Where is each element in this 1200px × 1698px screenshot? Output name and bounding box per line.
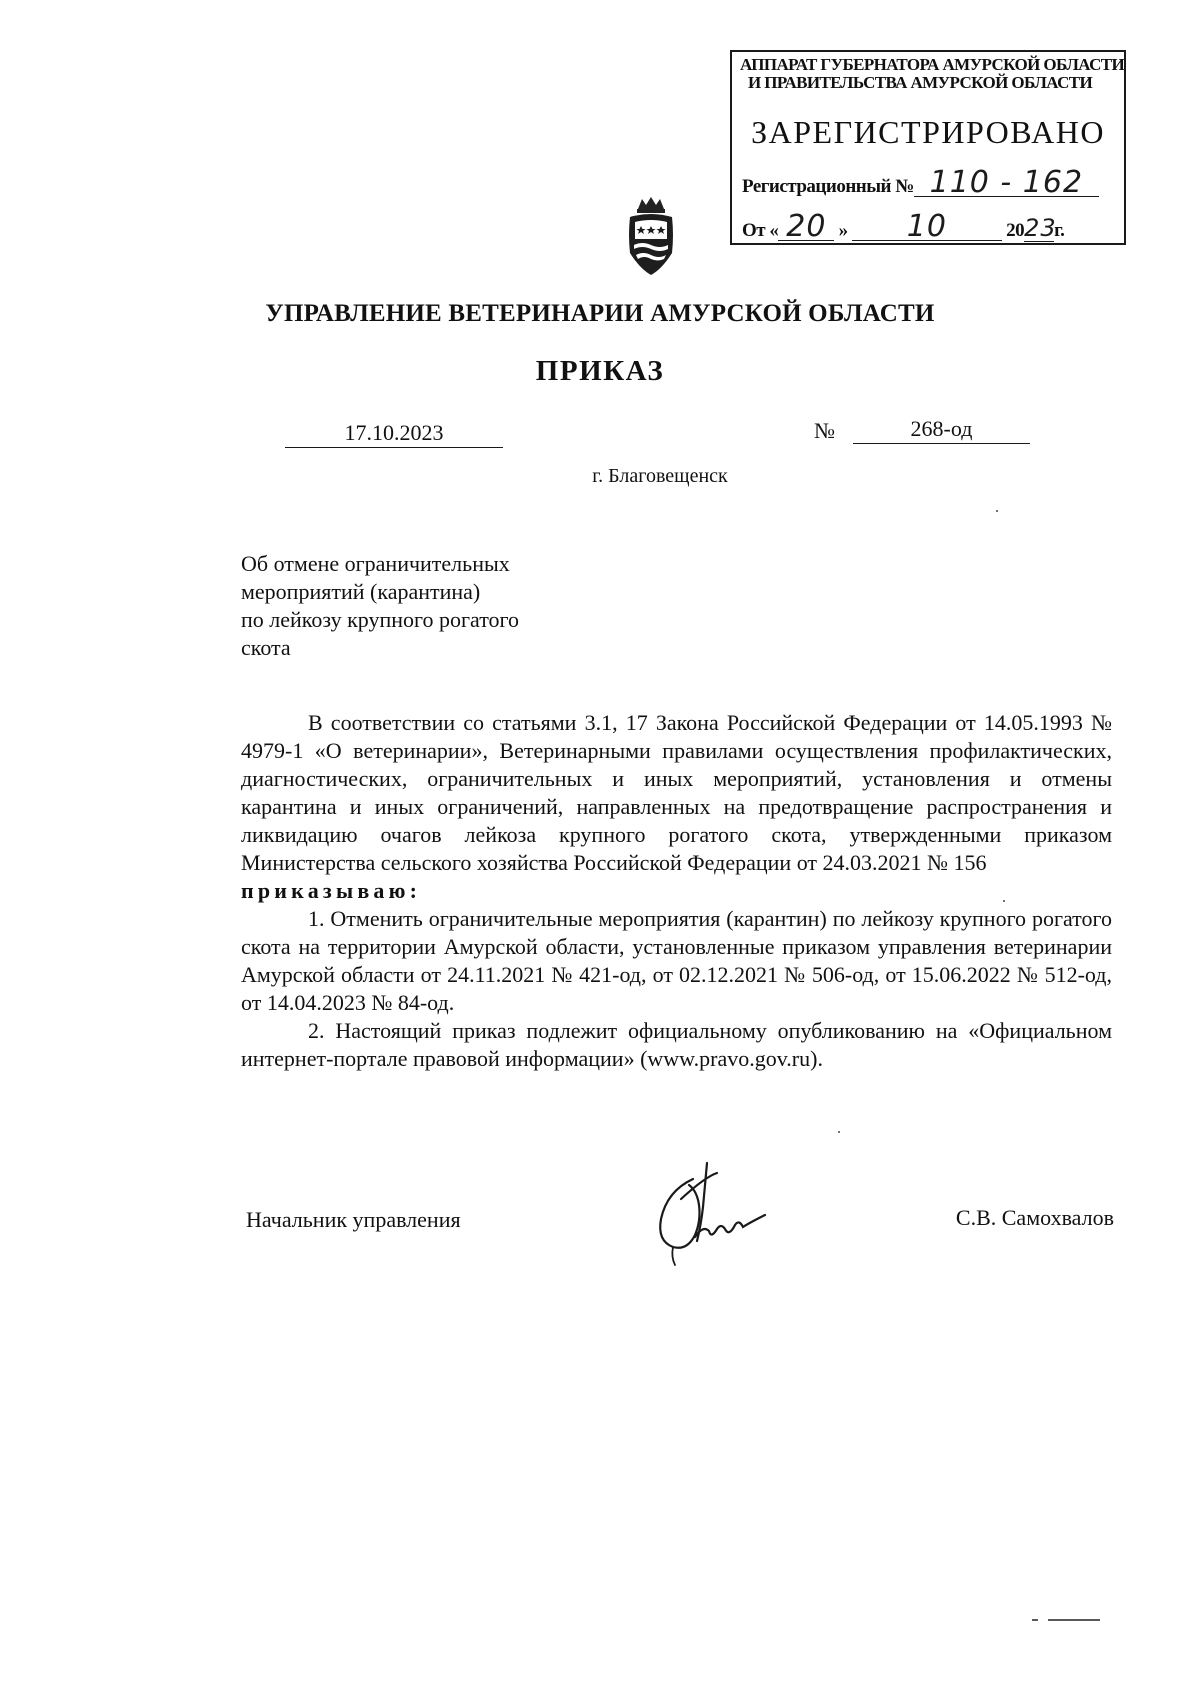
stamp-reg-number: 110 - 162 (914, 170, 1099, 197)
scan-speck (838, 1131, 840, 1133)
scan-speck (1003, 900, 1005, 902)
stamp-date-month: 10 (852, 214, 1002, 241)
document-type-title: ПРИКАЗ (535, 355, 665, 387)
subject-line: по лейкозу крупного рогатого (241, 607, 520, 632)
preamble-paragraph: В соответствии со статьями 3.1, 17 Закона Российской Федерации от 14.05.1993 № 4979-1 «О ветеринарии», Ветеринарными правилами осуществления профилактических, диагностических, ограничительных и иных мероприятий, установления и отмены карантина и иных ограничений, направленных на предотвращение распространения и ликвидацию очагов лейкоза крупного рогатого скота, утвержденными приказом Министерства сельского хозяйства Российской Федерации от 24.03.2021 № 156 (241, 710, 1112, 875)
stamp-date-prefix: От « (742, 220, 779, 241)
subject-line: скота (241, 635, 291, 660)
stamp-date-mid: » (838, 220, 848, 241)
handwritten-signature (645, 1155, 785, 1275)
order-number: 268-од (853, 416, 1030, 444)
stamp-year-unit: г. (1054, 220, 1065, 241)
stamp-org-line2: И ПРАВИТЕЛЬСТВА АМУРСКОЙ ОБЛАСТИ (748, 73, 1093, 92)
city: г. Благовещенск (592, 465, 728, 487)
subject-line: мероприятий (карантина) (241, 579, 481, 604)
order-number-label: № (814, 418, 835, 443)
stamp-title: ЗАРЕГИСТРИРОВАНО (751, 114, 1105, 150)
organization-name: УПРАВЛЕНИЕ ВЕТЕРИНАРИИ АМУРСКОЙ ОБЛАСТИ (265, 300, 935, 327)
stamp-registration-row (742, 165, 1099, 200)
signatory-name: С.В. Самохвалов (955, 1205, 1114, 1230)
stamp-date-day: 20 (778, 214, 834, 241)
stamp-organization (740, 55, 1125, 92)
order-item: 1. Отменить ограничительные мероприятия (карантин) по лейкозу крупного рогатого скота на территории Амурской области, установленные приказом управления ветеринарии Амурской области от 24.11.2021 № 421-од, от 02.12.2021 № 506-од, от 15.06.2022 № 512-од, от 14.04.2023 № 84-од. (241, 906, 1112, 1015)
order-subject (241, 550, 601, 662)
stamp-org-line1: АППАРАТ ГУБЕРНАТОРА АМУРСКОЙ ОБЛАСТИ (740, 55, 1125, 74)
order-item: 2. Настоящий приказ подлежит официальному опубликованию на «Официальном интернет-портале правовой информации» (www.pravo.gov.ru). (241, 1018, 1112, 1071)
stamp-date-row (742, 209, 1122, 244)
ordering-word: приказываю: (241, 878, 422, 903)
stamp-year-prefix: 20 (1006, 220, 1025, 241)
registration-stamp (730, 50, 1126, 245)
order-date: 17.10.2023 (285, 420, 503, 448)
signatory-position: Начальник управления (246, 1207, 461, 1232)
scan-speck (996, 510, 998, 512)
footer-mark (1032, 1618, 1100, 1622)
order-body (241, 709, 1112, 1073)
stamp-reg-label: Регистрационный № (742, 176, 914, 197)
coat-of-arms-icon (618, 195, 684, 277)
stamp-year-suffix: 23 (1024, 214, 1057, 242)
subject-line: Об отмене ограничительных (241, 551, 510, 576)
